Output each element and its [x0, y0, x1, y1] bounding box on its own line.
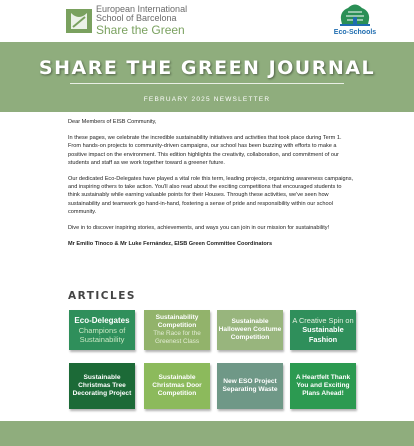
- letter-paragraph: Our dedicated Eco-Delegates have played a vital role this term, leading projects, organizing awareness campaigns, and inspiring others to take action. You'll also read about the exciting competitions that encouraged students to think sustainably while earning valuable points for their Houses. Through these activities, we've seen how sustainability and teamwork go hand-in-hand, fostering a sense of pride and responsibility within our school community.: [68, 176, 354, 215]
- letter-paragraph: Dive in to discover inspiring stories, achievements, and ways you can join in our mission for sustainability!: [68, 225, 330, 232]
- letter-greeting: Dear Members of EISB Community,: [68, 119, 157, 125]
- eco-schools-label: Eco-Schools: [333, 29, 377, 36]
- school-logo-icon: [66, 9, 92, 33]
- article-card-christmas-tree[interactable]: [69, 363, 135, 409]
- eco-schools-tree-icon: [334, 2, 376, 30]
- article-title: New ESO Project Separating Waste: [222, 378, 278, 393]
- article-card-eco-delegates[interactable]: [69, 310, 135, 350]
- article-subtitle: A Creative Spin on: [292, 315, 354, 325]
- article-card-sustainable-fashion[interactable]: [290, 310, 356, 350]
- school-logo[interactable]: [66, 5, 187, 36]
- article-title: Sustainable Christmas Door Competition: [152, 374, 202, 397]
- articles-heading: ARTICLES: [68, 290, 136, 302]
- article-title: A Heartfelt Thank You and Exciting Plans Ahead!: [295, 374, 351, 397]
- school-name-line2: School of Barcelona: [96, 13, 177, 24]
- article-title: Eco-Delegates: [74, 315, 130, 325]
- newsletter-date: FEBRUARY 2025 NEWSLETTER: [143, 96, 271, 103]
- article-title: Sustainability Competition: [155, 314, 199, 329]
- school-slogan: Share the Green: [96, 22, 185, 37]
- article-card-eso-waste[interactable]: [217, 363, 283, 409]
- letter-paragraph: In these pages, we celebrate the incredible sustainability initiatives and activities that took place during Term 1. From hands-on projects to community-driven campaigns, our school has been buzzing with efforts to make a positive impact on the environment. This edition highlights the creativity, collaboration, and commitment of our students and staff as we work together toward a greener future.: [68, 135, 342, 166]
- eco-schools-logo[interactable]: [330, 2, 380, 38]
- article-title: Sustainable Halloween Costume Competition: [218, 318, 282, 341]
- article-title: Sustainable Fashion: [302, 325, 344, 344]
- article-card-christmas-door[interactable]: [144, 363, 210, 409]
- banner-divider: [70, 83, 344, 84]
- journal-title: SHARE THE GREEN JOURNAL: [38, 57, 376, 79]
- article-card-thank-you[interactable]: [290, 363, 356, 409]
- article-card-halloween-costume[interactable]: [217, 310, 283, 350]
- article-subtitle: The Race for the Greenest Class: [153, 330, 201, 345]
- article-subtitle: Champions of Sustainability: [78, 325, 126, 344]
- article-title: Sustainable Christmas Tree Decorating Project: [72, 374, 132, 397]
- footer-strip: [0, 421, 414, 446]
- school-name-line1: European International: [96, 4, 188, 14]
- header-logos: [0, 0, 414, 40]
- article-card-sustainability-competition[interactable]: [144, 310, 210, 350]
- article-title-group: [290, 316, 356, 345]
- editorial-letter: [68, 118, 354, 256]
- letter-signature: Mr Emilio Tinoco & Mr Luke Fernández, EISB Green Committee Coordinators: [68, 241, 273, 248]
